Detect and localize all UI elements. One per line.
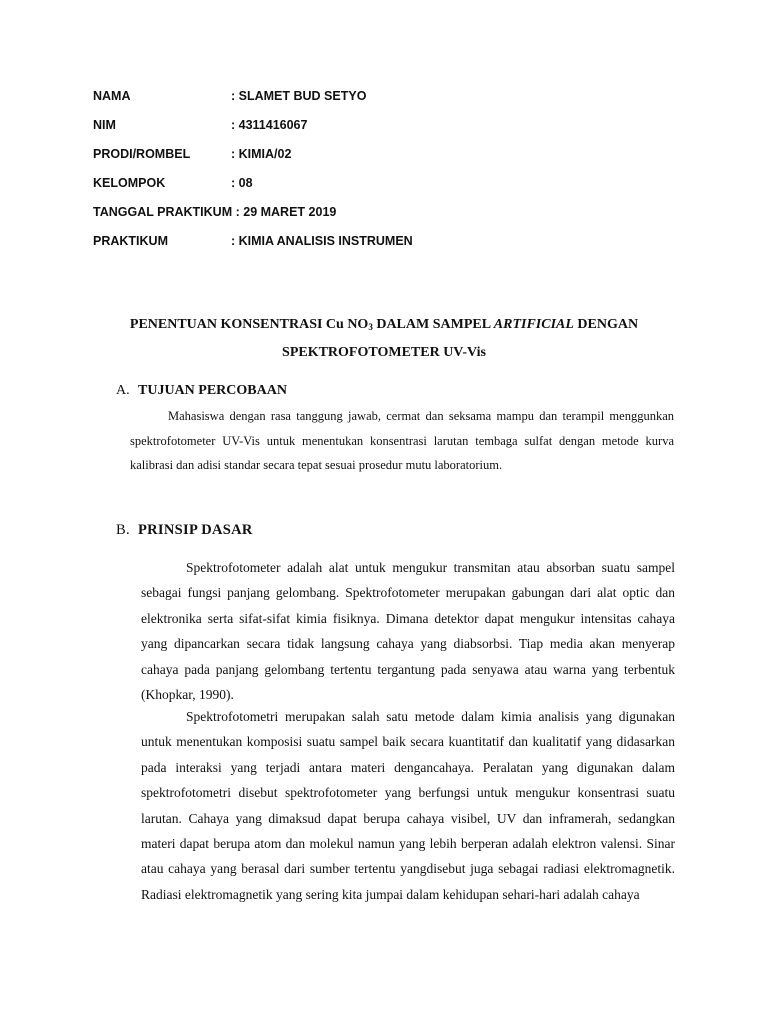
section-letter: A. — [116, 383, 130, 398]
title-line-2: SPEKTROFOTOMETER UV-Vis — [282, 345, 486, 360]
identity-value: : 4311416067 — [231, 118, 308, 132]
identity-value: : 08 — [231, 176, 253, 190]
section-title: TUJUAN PERCOBAAN — [138, 383, 287, 398]
section-a-paragraph: Mahasiswa dengan rasa tanggung jawab, cermat dan seksama mampu dan terampil menggunkan spektrofotometer UV-Vis untuk menentukan konsentrasi larutan tembaga sulfat dengan metode kurva kalibrasi dan adisi standar secara tepat sesuai prosedur mutu laboratorium. — [130, 409, 674, 472]
title-text: DALAM SAMPEL — [372, 317, 494, 332]
identity-label: KELOMPOK — [93, 176, 166, 190]
section-title: PRINSIP DASAR — [138, 522, 253, 538]
identity-value: : SLAMET BUD SETYO — [231, 89, 367, 103]
identity-label: NAMA — [93, 89, 131, 103]
section-a-heading — [116, 383, 287, 399]
identity-row-praktikum — [93, 231, 653, 260]
title-subscript: 3 — [368, 322, 373, 332]
title-text: DENGAN — [573, 317, 639, 332]
section-letter: B. — [116, 522, 130, 538]
document-title — [100, 312, 668, 365]
section-b-paragraph-1: Spektrofotometer adalah alat untuk mengukur transmitan atau absorban suatu sampel sebagai fungsi panjang gelombang. Spektrofotometer merupakan gabungan dari alat optic dan elektronika serta sifat-sifat kimia fisiknya. Dimana detektor dapat mengukur intensitas cahaya yang dipancarkan secara tidak langsung cahaya yang diabsorbsi. Tiap media akan menyerap cahaya pada panjang gelombang tertentu tergantung pada senyawa atau warna yang terbentuk (Khopkar, 1990). — [141, 560, 675, 703]
identity-label: PRAKTIKUM — [93, 234, 168, 248]
identity-value: : KIMIA/02 — [231, 147, 292, 161]
identity-label: PRODI/ROMBEL — [93, 147, 191, 161]
title-italic: ARTIFICIAL — [493, 317, 574, 332]
identity-label: TANGGAL PRAKTIKUM — [93, 205, 233, 219]
identity-row-nim — [93, 115, 653, 144]
title-text: PENENTUAN KONSENTRASI Cu NO — [129, 317, 369, 332]
section-b-paragraph-2: Spektrofotometri merupakan salah satu metode dalam kimia analisis yang digunakan untuk menentukan komposisi suatu sampel baik secara kuantitatif dan kualitatif yang didasarkan pada interaksi yang terjadi antara materi dengancahaya. Peralatan yang digunakan dalam spektrofotometri disebut spektrofotometer yang berfungsi untuk mengukur konsentrasi suatu larutan. Cahaya yang dimaksud dapat berupa cahaya visibel, UV dan inframerah, sedangkan materi dapat berupa atom dan molekul namun yang lebih berperan adalah elektron valensi. Sinar atau cahaya yang berasal dari sumber tertentu yangdisebut juga sebagai radiasi elektromagnetik. Radiasi elektromagnetik yang sering kita jumpai dalam kehidupan sehari-hari adalah cahaya — [141, 709, 675, 902]
identity-label: NIM — [93, 118, 116, 132]
title-line-1 — [100, 312, 668, 340]
identity-row-prodi — [93, 144, 653, 173]
identity-value: : KIMIA ANALISIS INSTRUMEN — [231, 234, 413, 248]
section-b-heading — [116, 522, 253, 539]
identity-value: : 29 MARET 2019 — [235, 205, 337, 219]
identity-row-kelompok — [93, 173, 653, 202]
identity-row-tanggal — [93, 202, 653, 231]
identity-block — [93, 86, 653, 260]
identity-row-nama — [93, 86, 653, 115]
